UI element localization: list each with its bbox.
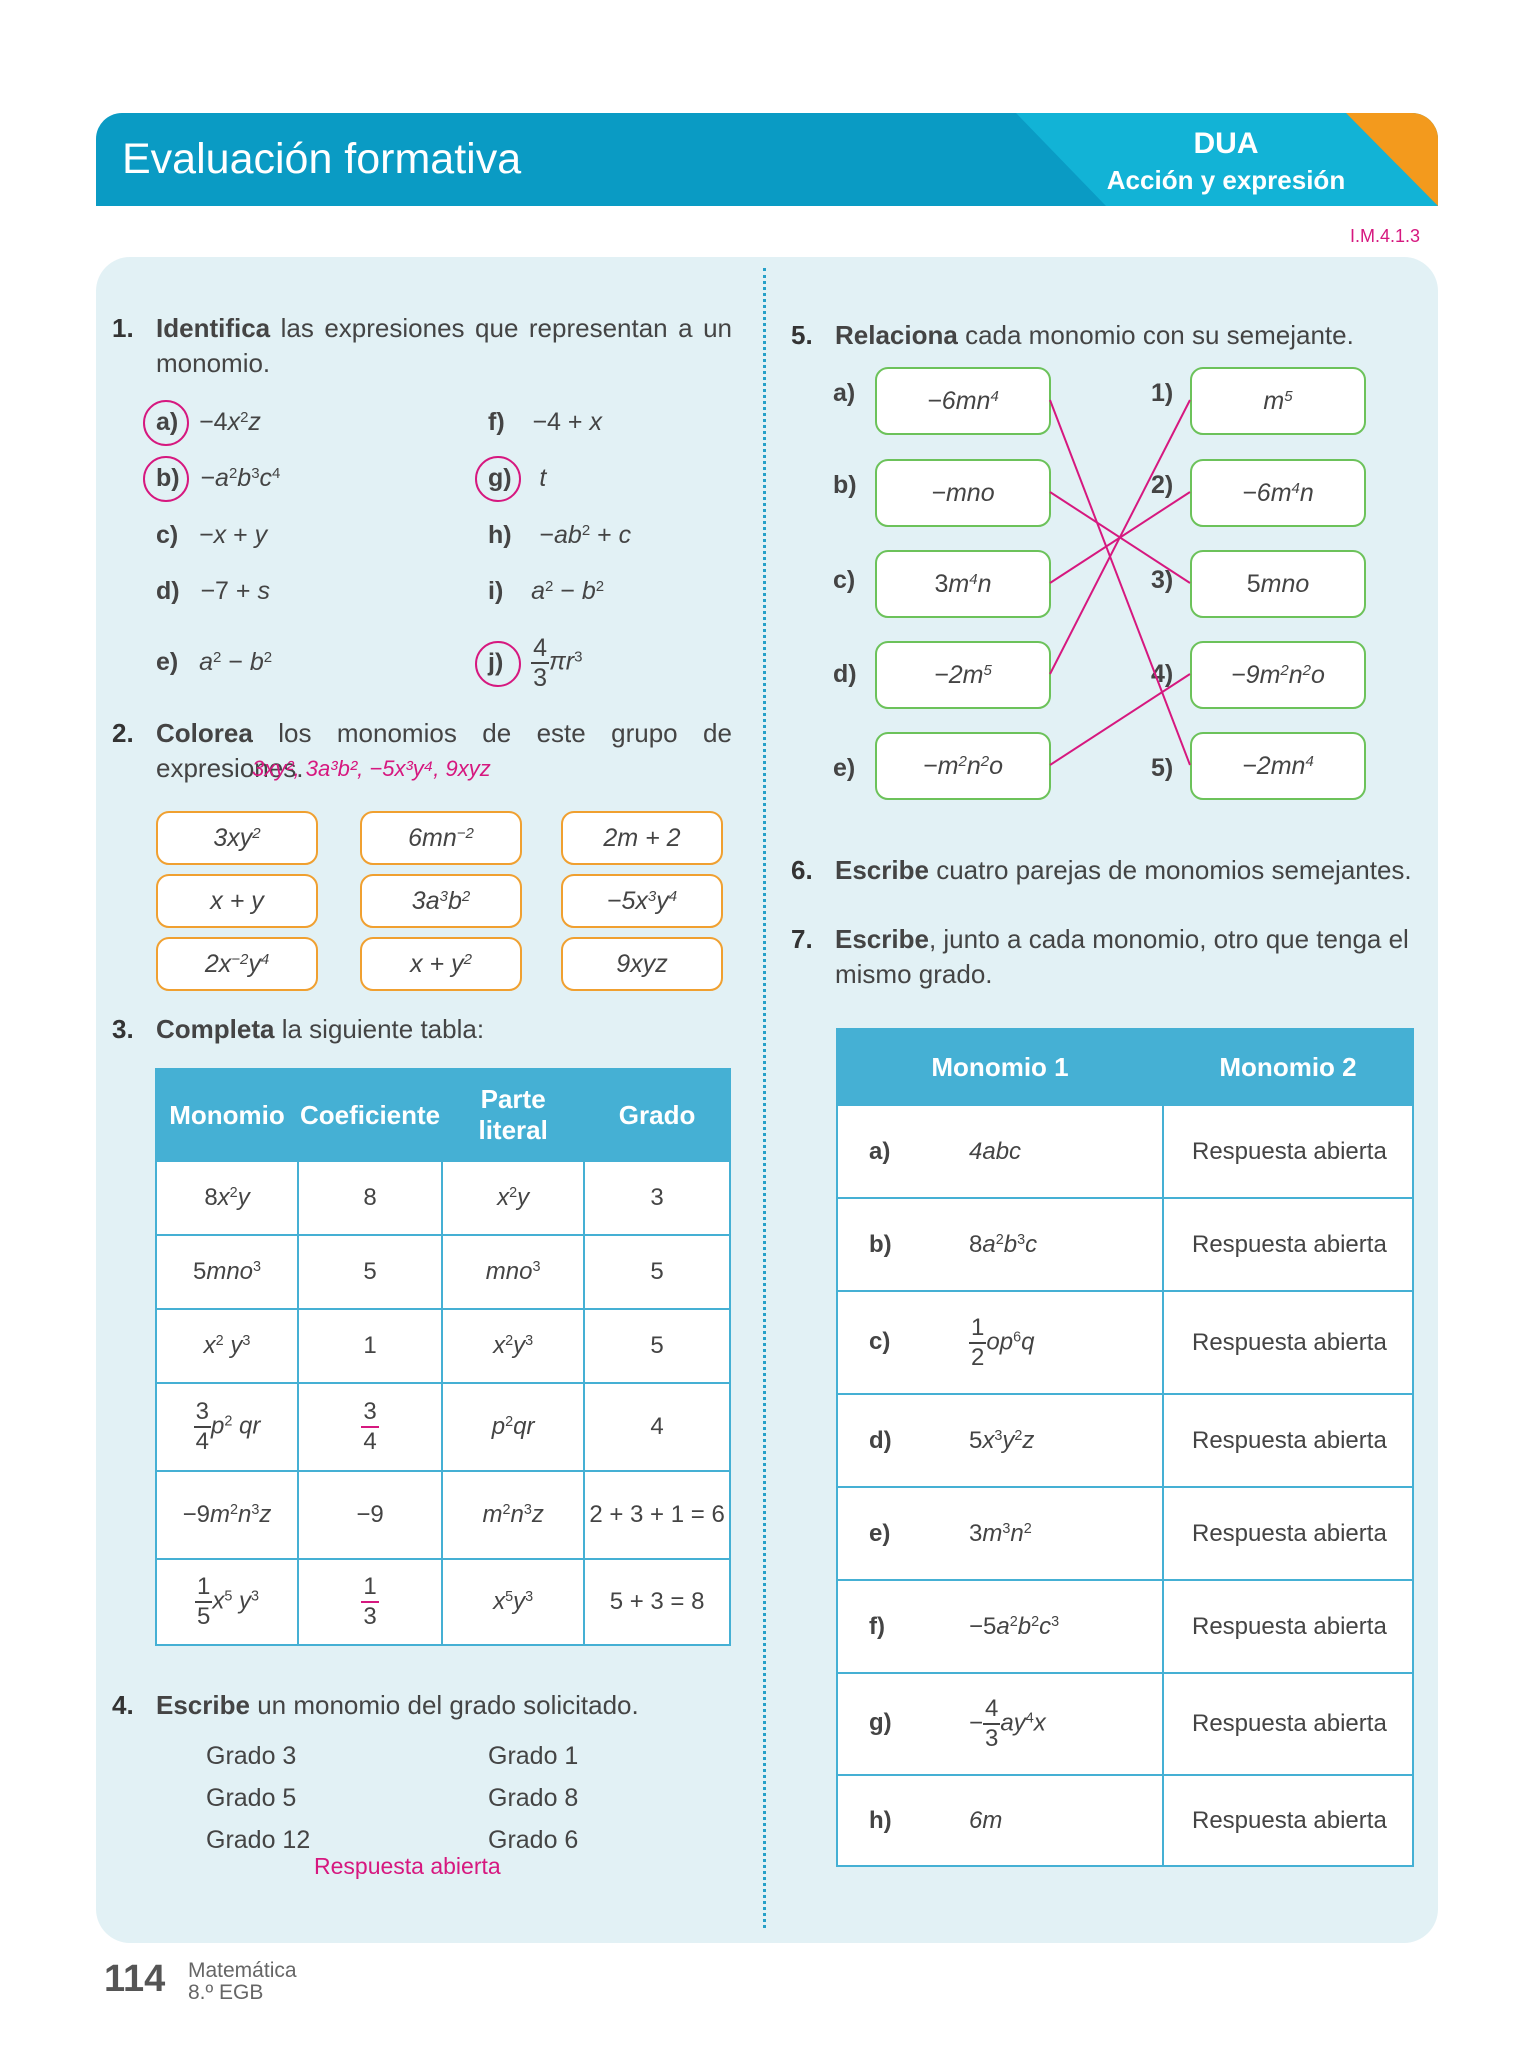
- q3-monomio-cell: 5mno$^3$: [156, 1235, 298, 1309]
- page-number: 114: [104, 1958, 166, 2000]
- q5-left-label-a: a): [833, 379, 856, 407]
- q5-left-box-c[interactable]: $3m^4n$: [875, 550, 1051, 618]
- q5-verb: Relaciona: [835, 320, 958, 350]
- q5-left-box-a[interactable]: $-6mn^4$: [875, 367, 1051, 435]
- table-row: [837, 1673, 1413, 1775]
- q5-left-label-b: b): [833, 471, 857, 499]
- q3-grado-cell[interactable]: 4: [584, 1383, 730, 1471]
- q5-right-label-1: 1): [1151, 379, 1174, 407]
- q4-number: 4.: [112, 1690, 134, 1720]
- q4-grade-6: Grado 6: [488, 1826, 579, 1854]
- q3-literal-cell[interactable]: mno$^3$: [442, 1235, 584, 1309]
- q7-m1-cell: b) $8a^2b^3c$: [837, 1198, 1163, 1291]
- q3-header-parte-literal: Parte literal: [442, 1069, 584, 1161]
- table-row: [837, 1198, 1413, 1291]
- q3-monomio-cell: $\frac{1}{5}$ $x^5$ $y^3$: [156, 1559, 298, 1645]
- q5-left-label-c: c): [833, 566, 856, 594]
- q5-left-label-e: e): [833, 754, 856, 782]
- q3-header-monomio: Monomio: [156, 1069, 298, 1161]
- q1-option-h[interactable]: h) $-ab^2 + c$: [488, 521, 632, 549]
- table-row: [837, 1775, 1413, 1866]
- q7-m1-cell: c) $\frac{1}{2}$ $op^6q$: [837, 1291, 1163, 1394]
- footer-grade: 8.º EGB: [188, 1981, 264, 2004]
- q5-left-box-b[interactable]: −mno: [875, 459, 1051, 527]
- q6-text: cuatro parejas de monomios semejantes.: [936, 855, 1412, 885]
- q2-box-x-plus-y[interactable]: x + y: [156, 874, 318, 928]
- q7-statement: [835, 922, 1415, 992]
- q5-right-label-4: 4): [1151, 660, 1174, 688]
- q5-left-box-e[interactable]: $-m^2n^2o$: [875, 732, 1051, 800]
- q3-coef-cell[interactable]: 5: [298, 1235, 442, 1309]
- q5-right-box-2[interactable]: $-6m^4n$: [1190, 459, 1366, 527]
- q5-right-box-5[interactable]: $-2mn^4$: [1190, 732, 1366, 800]
- dua-title: DUA: [1193, 127, 1259, 160]
- q3-header-grado: Grado: [584, 1069, 730, 1161]
- q3-coef-cell[interactable]: $\frac{3}{4}$: [298, 1383, 442, 1471]
- q5-left-box-d[interactable]: $-2m^5$: [875, 641, 1051, 709]
- q1-verb: Identifica: [156, 313, 271, 343]
- indicator-code: I.M.4.1.3: [1349, 226, 1420, 246]
- table-row: [837, 1580, 1413, 1673]
- q7-m2-cell[interactable]: Respuesta abierta: [1163, 1775, 1413, 1866]
- q5-right-label-5: 5): [1151, 754, 1174, 782]
- q3-verb: Completa: [156, 1014, 275, 1044]
- q3-grado-cell[interactable]: 3: [584, 1161, 730, 1235]
- q4-grade-3: Grado 3: [206, 1742, 297, 1770]
- q6-verb: Escribe: [835, 855, 929, 885]
- q4-text: un monomio del grado solicitado.: [257, 1690, 639, 1720]
- q1-option-d[interactable]: d) −7 + s: [156, 577, 270, 605]
- q5-right-box-3[interactable]: 5mno: [1190, 550, 1366, 618]
- q4-verb: Escribe: [156, 1690, 250, 1720]
- q4-grade-1: Grado 1: [488, 1742, 579, 1770]
- q7-m2-cell[interactable]: Respuesta abierta: [1163, 1394, 1413, 1487]
- q7-m1-cell: g) − $\frac{4}{3}$ $ay^4x$: [837, 1673, 1163, 1775]
- table-row: [837, 1291, 1413, 1394]
- q3-number: 3.: [112, 1014, 134, 1044]
- q7-m2-cell[interactable]: Respuesta abierta: [1163, 1291, 1413, 1394]
- q4-grade-5: Grado 5: [206, 1784, 297, 1812]
- q2-box-5x3y4[interactable]: $-5x^3y^4$: [561, 874, 723, 928]
- q3-monomio-cell: $x^2$ $y^3$: [156, 1309, 298, 1383]
- q4-answer: Respuesta abierta: [314, 1853, 501, 1879]
- q5-right-label-3: 3): [1151, 566, 1174, 594]
- q1-option-b[interactable]: $b) -a^2b^3c^4$: [156, 464, 281, 492]
- q1-number: 1.: [112, 313, 134, 343]
- q3-coef-cell[interactable]: 8: [298, 1161, 442, 1235]
- q3-grado-cell[interactable]: 5: [584, 1309, 730, 1383]
- q5-text: cada monomio con su semejante.: [965, 320, 1354, 350]
- q5-right-box-1[interactable]: $m^5$: [1190, 367, 1366, 435]
- table-row: [837, 1105, 1413, 1198]
- q4-grade-12: Grado 12: [206, 1826, 311, 1854]
- q7-m1-cell: h) 6m: [837, 1775, 1163, 1866]
- q2-answer: 3xy², 3a³b², −5x³y⁴, 9xyz: [252, 756, 491, 781]
- q3-literal-cell[interactable]: $m^2n^3z$: [442, 1471, 584, 1559]
- q6-number: 6.: [791, 855, 813, 885]
- q5-right-box-4[interactable]: $-9m^2n^2o$: [1190, 641, 1366, 709]
- q1-text: las expresiones que representan a un monomio.: [156, 313, 732, 378]
- dua-subtitle: Acción y expresión: [1106, 165, 1346, 195]
- q7-m2-cell[interactable]: Respuesta abierta: [1163, 1105, 1413, 1198]
- q7-m2-cell[interactable]: Respuesta abierta: [1163, 1198, 1413, 1291]
- q5-match-line-3: [1050, 400, 1190, 674]
- q7-header-monomio-1: Monomio 1: [837, 1029, 1163, 1105]
- q3-grado-cell[interactable]: 5 + 3 = 8: [584, 1559, 730, 1645]
- table-row: [837, 1487, 1413, 1580]
- q7-verb: Escribe: [835, 924, 929, 954]
- q2-number: 2.: [112, 718, 134, 748]
- footer-subject: [188, 1960, 297, 2004]
- q4-grade-8: Grado 8: [488, 1784, 579, 1812]
- q2-box-9xyz[interactable]: 9xyz: [561, 937, 723, 991]
- q3-monomio-cell: $-9m^2n^3z$: [156, 1471, 298, 1559]
- q1-option-j[interactable]: j) $\frac{4}{3}$ $\pi r^3$: [488, 634, 583, 692]
- q2-box-2m-plus-2[interactable]: 2m + 2: [561, 811, 723, 865]
- q3-monomio-cell: $\frac{3}{4}$ $p^2$ qr: [156, 1383, 298, 1471]
- table-row: [837, 1394, 1413, 1487]
- q5-right-label-2: 2): [1151, 471, 1174, 499]
- q3-literal-cell[interactable]: $p^2qr$: [442, 1383, 584, 1471]
- q1-option-i[interactable]: i) $a^2 - b^2$: [488, 577, 605, 605]
- q7-m2-cell[interactable]: Respuesta abierta: [1163, 1580, 1413, 1673]
- q7-m1-cell: e) $3m^3n^2$: [837, 1487, 1163, 1580]
- q2-box-6mn-2[interactable]: $6mn^{-2}$: [360, 811, 522, 865]
- q3-grado-cell[interactable]: 5: [584, 1235, 730, 1309]
- q5-match-line-0: [1050, 400, 1190, 765]
- q7-table: [836, 1028, 1414, 1867]
- footer-subject-name: Matemática: [188, 1959, 297, 1982]
- q5-number: 5.: [791, 320, 813, 350]
- q3-literal-cell[interactable]: $x^2y$: [442, 1161, 584, 1235]
- q7-m1-cell: a) 4abc: [837, 1105, 1163, 1198]
- q2-verb: Colorea: [156, 718, 253, 748]
- q1-option-g[interactable]: g) t: [488, 464, 547, 492]
- q7-text: , junto a cada monomio, otro que tenga el mismo grado.: [835, 924, 1409, 989]
- q1-option-f[interactable]: f) −4 + x: [488, 408, 602, 436]
- q7-number: 7.: [791, 924, 813, 954]
- q7-m2-cell[interactable]: Respuesta abierta: [1163, 1673, 1413, 1775]
- q3-literal-cell[interactable]: $x^5y^3$: [442, 1559, 584, 1645]
- q3-header-coeficiente: Coeficiente: [298, 1069, 442, 1161]
- q2-box-x-plus-y2[interactable]: $x + y^2$: [360, 937, 522, 991]
- q3-literal-cell[interactable]: $x^2y^3$: [442, 1309, 584, 1383]
- page-title: Evaluación formativa: [122, 135, 522, 183]
- q2-box-3a3b2[interactable]: $3a^3b^2$: [360, 874, 522, 928]
- q2-box-2x-2y4[interactable]: $2x^{-2}y^4$: [156, 937, 318, 991]
- q1-option-e[interactable]: e) $a^2 - b^2$: [156, 648, 273, 676]
- q2-text: los monomios de este grupo de expresiones.: [156, 718, 732, 783]
- q1-option-a[interactable]: $a) -4x^2z$: [156, 408, 261, 436]
- q7-m2-cell[interactable]: Respuesta abierta: [1163, 1487, 1413, 1580]
- q7-m1-cell: $f) -5a^2b^2c^3$: [837, 1580, 1163, 1673]
- q7-m1-cell: d) $5x^3y^2z$: [837, 1394, 1163, 1487]
- q3-coef-cell[interactable]: 1: [298, 1309, 442, 1383]
- q3-text: la siguiente tabla:: [281, 1014, 485, 1044]
- q3-coef-cell[interactable]: −9: [298, 1471, 442, 1559]
- q3-monomio-cell: $8x^2y$: [156, 1161, 298, 1235]
- q5-match-line-4: [1050, 674, 1190, 765]
- q6-statement: [835, 853, 1412, 888]
- q7-header-monomio-2: Monomio 2: [1163, 1029, 1413, 1105]
- q2-box-3xy2[interactable]: $3xy^2$: [156, 811, 318, 865]
- q3-grado-cell[interactable]: 2 + 3 + 1 = 6: [584, 1471, 730, 1559]
- q5-left-label-d: d): [833, 660, 857, 688]
- q3-coef-cell[interactable]: $\frac{1}{3}$: [298, 1559, 442, 1645]
- q1-option-c[interactable]: c) −x + y: [156, 521, 268, 549]
